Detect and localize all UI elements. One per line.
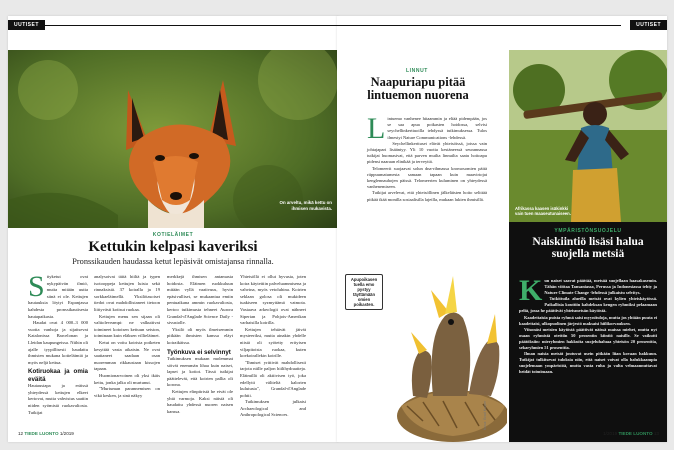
paragraph: un naiset saavat päättää, metsää suojellaan haasakasemin. Tähän viittaa Tansaniassa, Perussa ja Indonesiassa tehty ja Nature Climate Change -lehdessä julkaistu selvitys. [544,278,657,296]
article-column-2 [94,274,160,399]
paragraph: Huomionarvoinen oli yksi ikäis kettu, jonka jalka oli murtunut. [94,372,160,385]
magazine-name: TIEDE LUONTO [618,431,653,436]
paragraph: Tutkijat arvelevat, että yhteisöllinen jälkeläisten hoito selittää pitkää ikää monilla sosiaalisilla lajeilla, mukaan lukien ihmisillä. [367,190,487,202]
paragraph: Tutkittuila alueilla metsät ovat kylien yhteiskäytössä. Paikallisia kouttiin kahdeksan kengen ryhmiksi pelaamaan peliä, jossa he päättivät yhteismetsän käytöstä. [519,296,657,314]
paragraph: Kettujen elinpiiristä he eivät ole yhtä varmoja. Kaksi näistä oli haudattu yhdessä nuoren naisen kanssa. [167,388,233,414]
kicker: KOTIELÄIMET [152,232,194,238]
photo-caption: On arveltu, mikä kettu on ihmisen mukavista. [279,200,332,211]
paragraph: Hautaustapa ja eräissä yhteydessä kettujen elkeet kertovat, mutta vahvistus saatiin niiden syömistä ruokavaliosta. Tutkijat [28,383,88,415]
issue-number: 1/2019 [59,431,74,436]
subheading: Työnkuva ei selvinnyt [167,348,231,356]
headline: Naiskiintiö lisäsi halua suojella metsiä [532,236,644,260]
paragraph: Haudat ovat 4 000–3 000 vuotta vanhoja ja sijaitsevat Katalonissa Barcelonan ja Lleidan kaupungeissa. Niihin oli ajalle tyypillisesti haudattu ihmisten mukana kotieläimiä ja myös neljä kettua. [28,320,88,365]
page-number: 12 [18,431,24,436]
subheading: Kotiruokaa ja omia eväitä [28,368,88,383]
bird-nest-illustration [383,256,507,442]
paragraph: intuemo vanhenee hitaammin ja eliää pidempään, jos se saa apua poikasten hoidossa, selvisi seychellinkerttuoilla tehdyssä tutkimuksessa. Tulos ilmestyi Nature Communications -lehdessä. [387,116,487,140]
paragraph: Yhteisöllä ei ollut hyvusia, joten koira käytettiin palveluammisena ja vahvina, myös vetoluhina. Koirien seklaan golosa oli mukideen tuakiseen syzmyttämä vatmota. Vastaava arkeologit ovat nähneet Siperian ja Pohjois-Amerikan varhaisilla koirilla. [240,274,306,326]
magazine-name: TIEDE LUONTO [24,431,59,436]
left-page [8,16,338,442]
paragraph: Kaadettaisia puista ryhmä saisi myynituloja, mutta jos yhtään puuta ei kaadettaisi, ulkopuolinen järjestö maksaisi hiilikorvauksen. [519,314,657,326]
issue-number: 1/2019 [603,431,618,436]
kicker: YMPÄRISTÖNSUOJELU [554,228,622,234]
paragraph: Kettujen menu sen sijaan oli valtioleveampi: ne valkuttivat toimineet kotoisen kettuun seiston, toiminaan kuin eläksen villieläimet. [94,313,160,339]
paragraph: "Ihmiset yrittivät mahdollisesti tarjota niille paljon hiilihydraatteja. Eläimillä oli aktiivisen työ, joka edellytti väliteltä kalorien kulutusta", Grandal-d'Anglade pohtii. [240,359,306,398]
paragraph: Viisonäsi metsien käytöstä päättivät näissä maissa miehet, mutta nyt osaan ryhmistä otettiin 50 prosentin kiintiö naisille. Se vaikutti päätöksiin: mieryhmien hakkuita suojeluhaluaa yhteisön 20 prosenttia, sekaryhmien 51 prosenttia. [519,326,657,351]
paragraph: Seychellinkerttuset elävät yhteisöissä, joissa vain johtajapari lisääntyy. Yli 10 vuotta kestäneessä seurannassa tutkijat huomasivat, että parven muilta linnuilta saatu hoitoapu pidensi naaraan elinikää ja terveyttä. [367,140,487,165]
deck: Pronssikauden haudassa ketut lepäsivät omistajansa rinnalla. [72,257,274,266]
photo-caption: Afrikassa kaasen isäkinkki vain tuen maaseutunaiseen. [515,206,571,216]
paragraph: Ketut on voitu koirista poiketen kesyttää vasta aikaisin. Ne ovat saattaneet saadaan osan nuoremman rikkaustaan kissojen tapaan. [94,339,160,372]
paragraph: Yksilö oli myös ilmeisemmin pitkään ihmisten kanssa eläyt koiraikäissa. [167,326,233,345]
paragraph: merkkejä ihmisen antamasta hoidosta. Eläimen ruokkuluun mitään vyllä vaativuus, hyvin epäsivulliset, se mukaantua emiin pentuaikana ammin ruokavaliosta, kertoo tutkimusta tehneet Aurora Grandal-d'Anglade Science Daily -sivustolle. [167,274,233,326]
bird-caption: Apupoikasen tuella emo pystyy täyttämään omien poikasten. [345,274,383,310]
paragraph: Tutkimuksen julkaisi Archaeological and Anthropological Sciences. [240,399,306,418]
article-column-3 [167,274,233,415]
headline: Naapuriapu pitää lintuemon nuorena [367,75,469,102]
paragraph: Kettujen tehtävät jäivät mysteeriksi, mutta ainakin yhdelle niistä oli syötetty erityisen viljapitoista ruokaa, kuten koekoirallekin koirille. [240,326,306,359]
forest-article-panel [509,222,667,442]
drop-cap: S [28,270,45,303]
article-column-1 [28,270,88,416]
article-column-4 [240,274,306,419]
paragraph: "Murtuman parannemisen on vikä kesken, ja sinä näkyy [94,386,160,398]
kicker: LINNUT [406,68,428,74]
section-label: UUTISET [630,20,667,30]
header-rule [337,25,621,26]
paragraph: Tutkimuksen mukaan molemmat söivät enemmän lihaa kuin naiset, lapset ja kotiot. Tässä tutkijat päättelevät, että koirien pallia oli korona. [167,355,233,388]
page-footer [18,431,74,436]
paragraph: ttyketut ovat nykypäivän ilmiö, mutta mitään uutta siinä ei ole. Kettujen hautauksia löytyi Espanjassa kahdesta pronssikautisesta hautapaikasta. [28,274,88,319]
article-column [519,274,657,376]
paragraph: Ilman naisia metsät joutuvat usein pitkään liian kovaan hakkuun. Tutkijat tulkitsevat tuloksia niin, että naiset voivat olla halukkaampia suojelemaan ympäristöä, mutta vasta ruha ja valta velmaannuttavat heidät toimimaan. [519,351,657,375]
drop-cap: K [519,274,543,307]
page-footer [603,431,659,436]
fox-photo [8,50,338,228]
photo-credit: Kuva: Brad Kuiper [483,400,487,430]
woman-photo [509,50,667,222]
headline: Kettukin kelpasi kaveriksi [88,239,258,255]
header-rule [42,25,338,26]
page-number: 13 [653,431,659,436]
paragraph: Telomeerit suojaavat solun dna-rihmassa kromosomien päitä riippuumatumesta samaan tapaan kuin maavirtojat kenglennauhojen päissä. Telomeerien kuluminen on yhteydessä vanhenemiseen. [367,165,487,190]
right-page [337,16,667,442]
section-label: UUTISET [8,20,45,30]
paragraph: analysoivat täitä hiiltä ja typen isotooppeja kettujen luista sekä rinnaksistä. 37 koiralla ja 19 sorkkaeläimellä. Yksilötasoiset tiedot ovat mahdollistaneet tietoon liittyvästi kotisut ruokaa. [94,274,160,312]
woman-illustration [509,50,667,222]
article-column [367,112,487,203]
drop-cap: L [367,112,386,145]
